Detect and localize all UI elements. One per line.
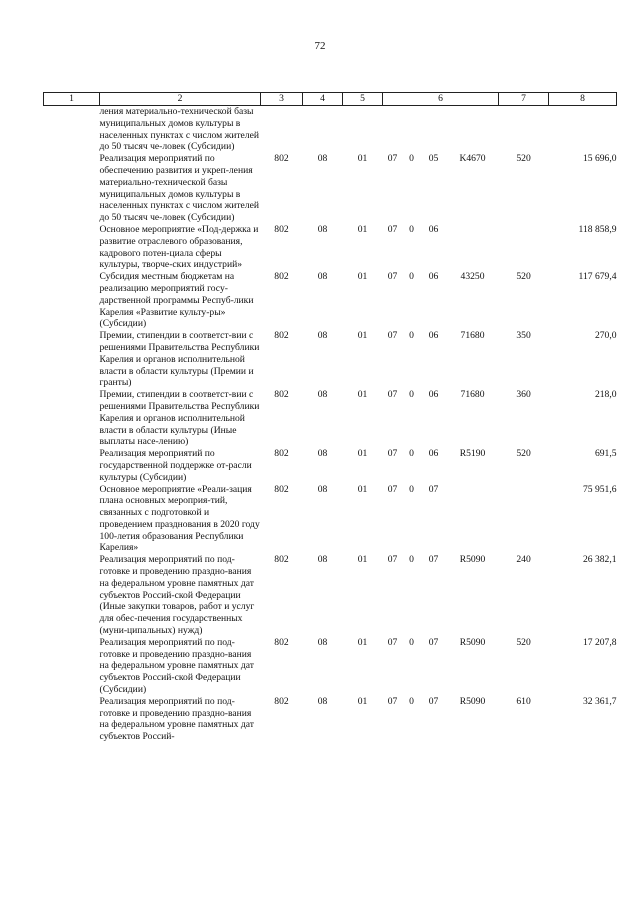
cell-section: 08 [317, 695, 328, 707]
cell-direction-code [447, 224, 499, 271]
cell-program: 07 [387, 636, 398, 648]
cell-activity: 06 [428, 330, 439, 342]
cell-program: 07 [387, 223, 398, 235]
cell-col1 [44, 389, 100, 448]
table-row [44, 106, 617, 154]
cell-amount: 218,0 [594, 389, 617, 401]
cell-name: Основное мероприятие «Под-держка и развитие отраслевого образования, кадрового потен-циала сферы культуры, творче-ских индустрий» [99, 223, 259, 271]
cell-subprogram: 0 [409, 330, 414, 342]
cell-subsection: 01 [357, 695, 368, 707]
cell-program: 07 [387, 695, 398, 707]
cell-subprogram: 0 [409, 271, 414, 283]
cell-expense-type [499, 106, 549, 154]
cell-section: 08 [317, 483, 328, 495]
cell-col1 [44, 554, 100, 637]
cell-amount: 17 207,8 [582, 636, 617, 648]
column-header: 1 [44, 93, 100, 106]
cell-col1 [44, 153, 100, 224]
cell-col1 [44, 484, 100, 555]
cell-section: 08 [317, 636, 328, 648]
cell-subprogram: 0 [409, 636, 414, 648]
cell-ministry: 802 [274, 636, 289, 648]
cell-subprogram: 0 [409, 483, 414, 495]
cell-section: 08 [317, 223, 328, 235]
cell-expense-type: 240 [516, 554, 531, 566]
table-row [44, 448, 617, 483]
cell-subsection: 01 [357, 483, 368, 495]
cell-program: 07 [387, 389, 398, 401]
cell-subsection: 01 [357, 389, 368, 401]
cell-direction-code [447, 106, 499, 154]
cell-ministry: 802 [274, 330, 289, 342]
cell-expense-type: 520 [516, 448, 531, 460]
table-row [44, 637, 617, 696]
table-row [44, 389, 617, 448]
cell-activity: 07 [428, 695, 439, 707]
cell-name: Реализация мероприятий по под-готовке и проведению праздно-вания на федеральном уровне памятных дат субъектов Россий-ской Федерации (Иные закупки товаров, работ и услуг для обес-печения государственных (муни-ципальных) нужд) [99, 554, 255, 637]
cell-program: 07 [387, 483, 398, 495]
column-header: 5 [343, 93, 383, 106]
cell-program: 07 [387, 554, 398, 566]
cell-activity: 06 [428, 271, 439, 283]
table-header [44, 93, 617, 106]
cell-expense-type: 350 [516, 330, 531, 342]
table-row [44, 224, 617, 271]
cell-amount: 117 679,4 [578, 271, 617, 283]
cell-amount: 75 951,6 [582, 483, 617, 495]
column-header: 2 [100, 93, 261, 106]
cell-name: Реализация мероприятий по под-готовке и проведению праздно-вания на федеральном уровне памятных дат субъектов Россий- [99, 695, 254, 743]
cell-name: Премии, стипендии в соответст-вии с решениями Правительства Республики Карелия и органов исполнительной власти в области культуры (Иные выплаты насе-лению) [99, 389, 260, 448]
cell-expense-type [499, 224, 549, 271]
cell-section: 08 [317, 153, 328, 165]
cell-amount [549, 106, 617, 154]
budget-table [43, 92, 617, 743]
cell-expense-type [499, 484, 549, 555]
cell-section: 08 [317, 554, 328, 566]
cell-direction-code: 71680 [460, 389, 485, 401]
cell-activity: 07 [428, 483, 439, 495]
cell-section: 08 [317, 448, 328, 460]
cell-amount: 691,5 [594, 448, 617, 460]
cell-activity: 06 [428, 389, 439, 401]
cell-ministry: 802 [274, 223, 289, 235]
cell-name: Субсидия местным бюджетам на реализацию мероприятий госу-дарственной программы Респуб-лики Карелия «Развитие культу-ры» (Субсидии) [99, 271, 254, 330]
cell-subsection: 01 [357, 448, 368, 460]
cell-section [303, 106, 343, 154]
cell-name: Реализация мероприятий по под-готовке и проведению праздно-вания на федеральном уровне памятных дат субъектов Россий-ской Федерации (Субсидии) [99, 636, 254, 696]
cell-col1 [44, 637, 100, 696]
cell-subprogram: 0 [409, 554, 414, 566]
cell-name: Основное мероприятие «Реали-зация плана основных мероприя-тий, связанных с подготовкой и проведением празднования в 2020 году 100-летия образования Республики Карелия» [99, 483, 260, 554]
cell-direction-code: K4670 [459, 153, 486, 165]
cell-subsection [343, 106, 383, 154]
column-header: 8 [549, 93, 617, 106]
cell-ministry: 802 [274, 695, 289, 707]
cell-direction-code: R5090 [459, 636, 486, 648]
table-row [44, 484, 617, 555]
cell-program [383, 106, 403, 154]
cell-direction-code: 43250 [460, 271, 485, 283]
cell-subprogram: 0 [409, 695, 414, 707]
cell-amount: 15 696,0 [582, 153, 617, 165]
cell-subsection: 01 [357, 554, 368, 566]
cell-subsection: 01 [357, 153, 368, 165]
cell-subprogram [403, 106, 421, 154]
page-number: 72 [314, 40, 326, 52]
cell-subprogram: 0 [409, 223, 414, 235]
cell-col1 [44, 330, 100, 389]
cell-activity [421, 106, 447, 154]
table-row [44, 330, 617, 389]
cell-name: Премии, стипендии в соответст-вии с решениями Правительства Республики Карелия и органов исполнительной власти в области культуры (Премии и гранты) [99, 330, 260, 389]
cell-direction-code: R5090 [459, 554, 486, 566]
cell-name: Реализация мероприятий по обеспечению развития и укреп-ления материально-технической базы муниципальных домов культуры в населенных пунктах с числом жителей до 50 тысяч че-ловек (Субсидии) [99, 153, 259, 224]
cell-ministry: 802 [274, 483, 289, 495]
cell-program: 07 [387, 271, 398, 283]
table-row [44, 696, 617, 743]
cell-ministry: 802 [274, 448, 289, 460]
cell-subsection: 01 [357, 636, 368, 648]
cell-subprogram: 0 [409, 153, 414, 165]
cell-col1 [44, 224, 100, 271]
cell-subprogram: 0 [409, 389, 414, 401]
cell-name: Реализация мероприятий по государственной поддержке от-расли культуры (Субсидии) [99, 448, 252, 483]
cell-section: 08 [317, 330, 328, 342]
cell-direction-code: R5190 [459, 448, 486, 460]
cell-program: 07 [387, 448, 398, 460]
cell-section: 08 [317, 271, 328, 283]
cell-col1 [44, 106, 100, 154]
cell-program: 07 [387, 153, 398, 165]
cell-subsection: 01 [357, 330, 368, 342]
cell-expense-type: 360 [516, 389, 531, 401]
cell-subsection: 01 [357, 271, 368, 283]
column-header: 4 [303, 93, 343, 106]
cell-col1 [44, 696, 100, 743]
cell-amount: 26 382,1 [582, 554, 617, 566]
cell-program: 07 [387, 330, 398, 342]
cell-activity: 07 [428, 554, 439, 566]
cell-direction-code: 71680 [460, 330, 485, 342]
cell-ministry [261, 106, 303, 154]
cell-name: ления материально-технической базы муниципальных домов культуры в населенных пунктах с числом жителей до 50 тысяч че-ловек (Субсидии) [99, 106, 259, 153]
cell-amount: 32 361,7 [582, 695, 617, 707]
cell-direction-code [447, 484, 499, 555]
cell-activity: 06 [428, 448, 439, 460]
cell-ministry: 802 [274, 389, 289, 401]
cell-expense-type: 610 [516, 695, 531, 707]
cell-col1 [44, 271, 100, 330]
table-row [44, 271, 617, 330]
cell-ministry: 802 [274, 554, 289, 566]
table-body [44, 106, 617, 744]
cell-expense-type: 520 [516, 153, 531, 165]
column-header: 7 [499, 93, 549, 106]
cell-amount: 270,0 [594, 330, 617, 342]
cell-expense-type: 520 [516, 636, 531, 648]
cell-subprogram: 0 [409, 448, 414, 460]
cell-col1 [44, 448, 100, 483]
table-row [44, 554, 617, 637]
table-row [44, 153, 617, 224]
cell-expense-type: 520 [516, 271, 531, 283]
cell-direction-code: R5090 [459, 695, 486, 707]
cell-subsection: 01 [357, 223, 368, 235]
cell-activity: 06 [428, 223, 439, 235]
cell-activity: 05 [428, 153, 439, 165]
cell-amount: 118 858,9 [578, 223, 617, 235]
cell-activity: 07 [428, 636, 439, 648]
cell-section: 08 [317, 389, 328, 401]
cell-ministry: 802 [274, 153, 289, 165]
column-header: 6 [383, 93, 499, 106]
column-header: 3 [261, 93, 303, 106]
cell-ministry: 802 [274, 271, 289, 283]
